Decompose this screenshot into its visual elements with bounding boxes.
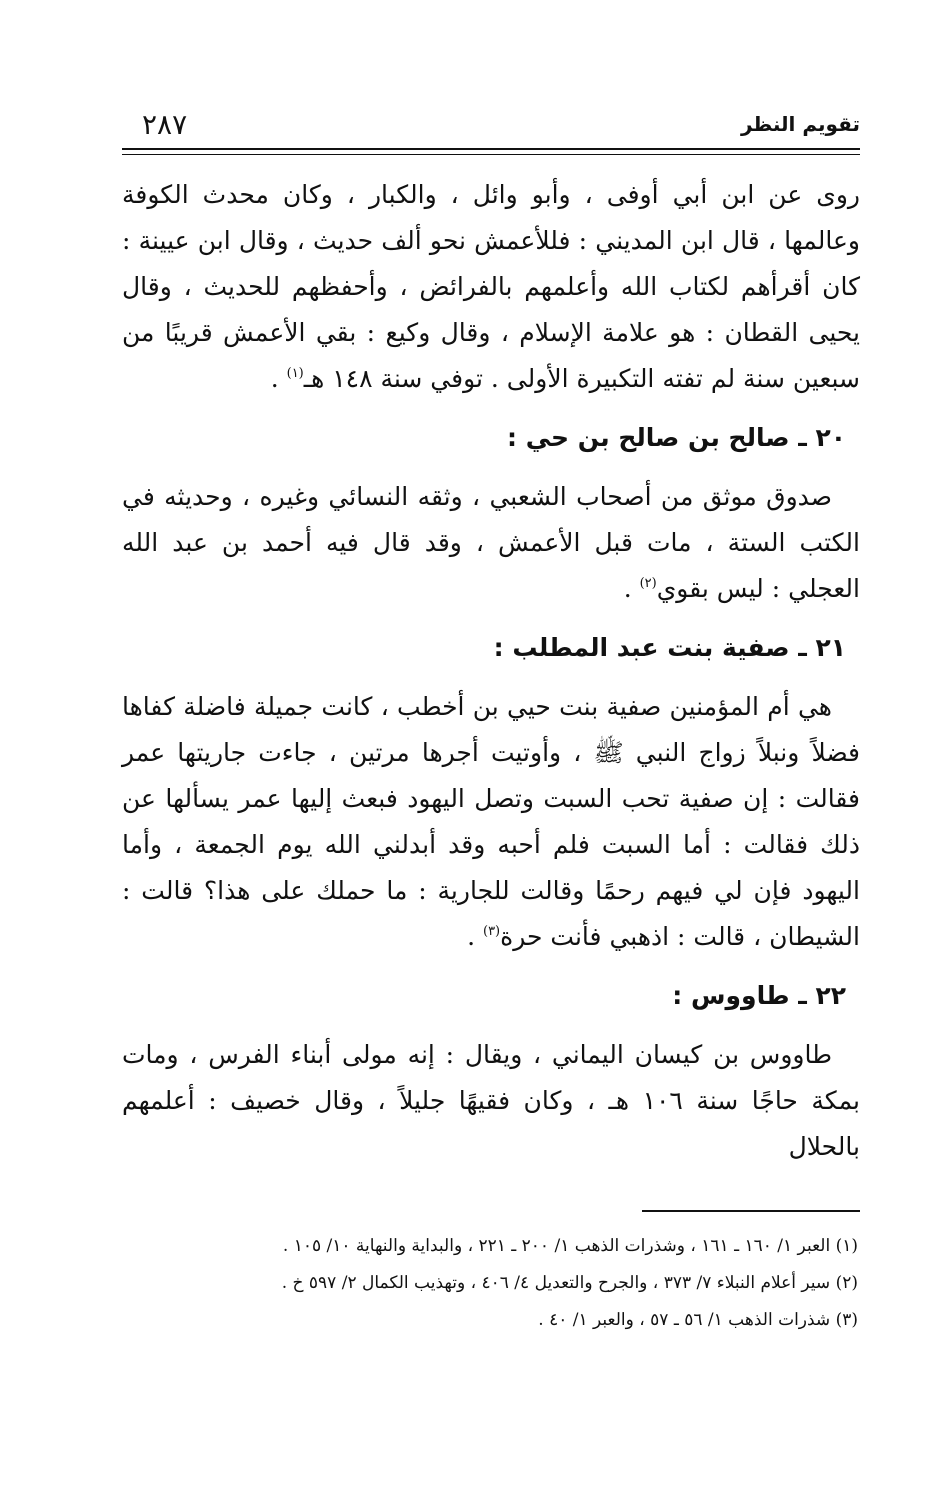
footnote-ref-3[interactable]: (٣) (482, 924, 501, 939)
footnote-1: (١) العبر ١/ ١٦٠ ـ ١٦١ ، وشذرات الذهب ١/ ٢٠٠ ـ ٢٢١ ، والبداية والنهاية ١٠/ ١٠٥ . (282, 1236, 858, 1256)
entry-text-21: هي أم المؤمنين صفية بنت حيي بن أخطب ، كانت جميلة فاضلة كفاها فضلاً ونبلاً زواج النبي ﷺ ، وأوتيت أجرها مرتين ، جاءت جاريتها عمر فقالت : إن صفية تحب السبت وتصل اليهود فبعث إليها عمر يسألها عن ذلك فقالت : أما السبت فلم أحبه وقد أبدلني الله يوم الجمعة ، وأما اليهود فإن لي فيهم رحمًا وقالت للجارية : ما حملك على هذا؟ قالت : الشيطان ، قالت : اذهبي فأنت حرة (122, 692, 860, 951)
footnote-2: (٢) سير أعلام النبلاء ٧/ ٣٧٣ ، والجرح والتعديل ٤/ ٤٠٦ ، وتهذيب الكمال ٢/ ٥٩٧ خ . (281, 1273, 858, 1293)
entry-heading-20: ٢٠ ـ صالح بن صالح بن حي : (507, 423, 846, 452)
entry-text-20: صدوق موثق من أصحاب الشعبي ، وثقه النسائي وغيره ، وحديثه في الكتب الستة ، مات قبل الأعمش ، وقد قال فيه أحمد بن عبد الله العجلي : ليس بقوي (122, 482, 860, 603)
footnote-ref-1[interactable]: (١) (286, 366, 304, 381)
running-title: تقويم النظر (740, 112, 860, 136)
footnote-ref-2[interactable]: (٢) (639, 576, 657, 591)
entry-end-20: . (623, 574, 640, 603)
entry-paragraph-20 (122, 474, 860, 612)
main-text (122, 172, 860, 1170)
entry-paragraph-21 (122, 684, 860, 960)
footnotes (122, 1228, 860, 1339)
footnote-3: (٣) شذرات الذهب ١/ ٥٦ ـ ٥٧ ، والعبر ١/ ٤٠ . (538, 1310, 858, 1330)
footnote-separator (642, 1210, 860, 1212)
intro-text: روى عن ابن أبي أوفى ، وأبو وائل ، والكبار ، وكان محدث الكوفة وعالمها ، قال ابن المديني : فللأعمش نحو ألف حديث ، وقال ابن عيينة : كان أقرأهم لكتاب الله وأعلمهم بالفرائض ، وأحفظهم للحديث ، وقال يحيى القطان : هو علامة الإسلام ، وقال وكيع : بقي الأعمش قريبًا من سبعين سنة لم تفته التكبيرة الأولى . توفي سنة ١٤٨ هـ (122, 180, 860, 393)
intro-end: . (270, 364, 287, 393)
running-header (122, 108, 860, 144)
intro-paragraph (122, 172, 860, 402)
entry-end-21: . (467, 922, 483, 951)
entry-heading-22: ٢٢ ـ طاووس : (672, 981, 846, 1010)
header-rule-thick (122, 148, 860, 150)
entry-text-22: طاووس بن كيسان اليماني ، ويقال : إنه مولى أبناء الفرس ، ومات بمكة حاجًا سنة ١٠٦ هـ ، وكان فقيهًا جليلاً ، وقال خصيف : أعلمهم بالحلال (122, 1040, 861, 1161)
entry-paragraph-22 (122, 1032, 860, 1170)
entry-heading-21: ٢١ ـ صفية بنت عبد المطلب : (493, 633, 846, 662)
page-number: ٢٨٧ (142, 108, 188, 141)
header-rule-thin (122, 154, 860, 155)
